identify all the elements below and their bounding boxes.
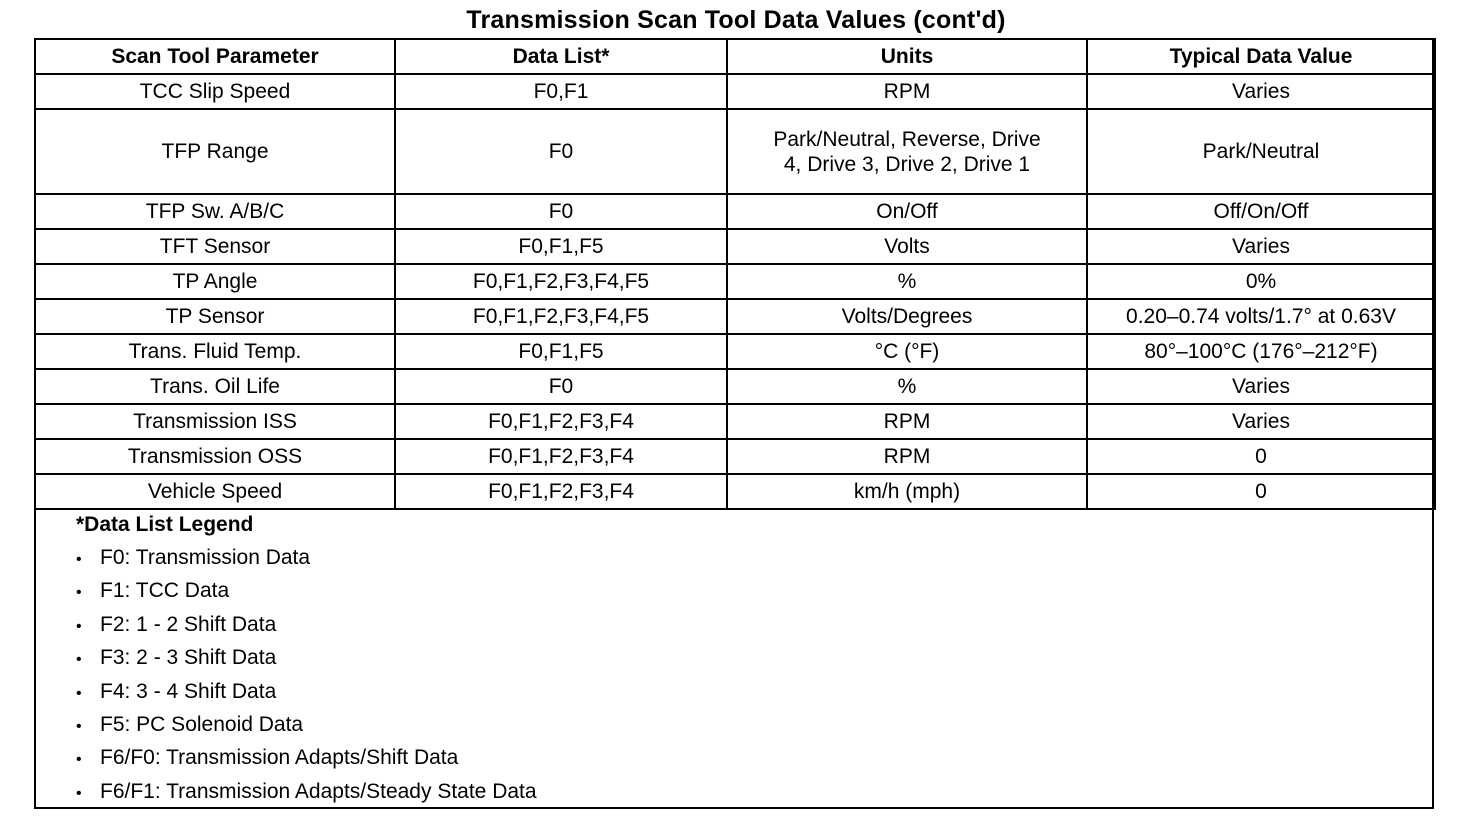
cell-data-list: F0 [395,109,727,194]
cell-typical-value: 0% [1087,264,1435,299]
cell-data-list: F0,F1,F5 [395,229,727,264]
bullet-icon: • [76,717,82,735]
bullet-icon: • [76,684,82,702]
cell-typical-value: Off/On/Off [1087,194,1435,229]
cell-typical-value: 80°–100°C (176°–212°F) [1087,334,1435,369]
legend-item [76,545,537,578]
legend-list [76,545,537,812]
page-title: Transmission Scan Tool Data Values (cont'd) [466,6,1006,34]
cell-data-list: F0,F1,F2,F3,F4,F5 [395,299,727,334]
cell-units: RPM [727,404,1087,439]
legend-item [76,612,537,645]
table-header-row [35,39,1435,74]
cell-units: Park/Neutral, Reverse, Drive 4, Drive 3, Drive 2, Drive 1 [727,109,1087,194]
cell-typical-value: Varies [1087,404,1435,439]
cell-data-list: F0,F1,F2,F3,F4,F5 [395,264,727,299]
bullet-icon: • [76,584,82,602]
table-row [35,229,1435,264]
bullet-icon: • [76,751,82,769]
bullet-icon: • [76,617,82,635]
legend-item-text: F1: TCC Data [100,579,230,603]
legend-item [76,745,537,778]
cell-typical-value: 0 [1087,474,1435,509]
scan-tool-data-table [34,38,1436,510]
cell-units: Volts [727,229,1087,264]
table-row [35,264,1435,299]
cell-data-list: F0,F1,F2,F3,F4 [395,404,727,439]
column-header-typical-value: Typical Data Value [1087,39,1435,74]
cell-units: % [727,264,1087,299]
cell-parameter: TFP Range [35,109,395,194]
cell-units: % [727,369,1087,404]
legend-item [76,712,537,745]
cell-parameter: Trans. Oil Life [35,369,395,404]
cell-parameter: TP Sensor [35,299,395,334]
cell-parameter: TCC Slip Speed [35,74,395,109]
cell-typical-value: Varies [1087,369,1435,404]
cell-units: RPM [727,439,1087,474]
legend-item-text: F0: Transmission Data [100,546,311,569]
cell-parameter: TFT Sensor [35,229,395,264]
data-list-legend [36,508,1432,807]
cell-typical-value: Varies [1087,229,1435,264]
legend-item-text: F6/F1: Transmission Adapts/Steady State Data [100,779,537,803]
cell-parameter: Transmission OSS [35,439,395,474]
cell-typical-value: 0 [1087,439,1435,474]
cell-typical-value: Park/Neutral [1087,109,1435,194]
cell-units: °C (°F) [727,334,1087,369]
table-row [35,299,1435,334]
table-row [35,109,1435,194]
cell-data-list: F0,F1,F5 [395,334,727,369]
legend-item-text: F3: 2 - 3 Shift Data [100,646,277,670]
bullet-icon: • [76,784,82,802]
column-header-parameter: Scan Tool Parameter [35,39,395,74]
cell-typical-value: 0.20–0.74 volts/1.7° at 0.63V [1087,299,1435,334]
cell-parameter: Trans. Fluid Temp. [35,334,395,369]
legend-item-text: F2: 1 - 2 Shift Data [100,612,277,636]
legend-item [76,645,537,678]
bullet-icon: • [76,651,82,669]
cell-parameter: TP Angle [35,264,395,299]
bullet-icon: • [76,551,82,568]
table-row [35,404,1435,439]
legend-item [76,779,537,812]
table-row [35,74,1435,109]
cell-data-list: F0 [395,194,727,229]
table-row [35,194,1435,229]
table-row [35,474,1435,509]
cell-parameter: TFP Sw. A/B/C [35,194,395,229]
legend-item [76,578,537,611]
table-row [35,369,1435,404]
legend-item-text: F4: 3 - 4 Shift Data [100,679,277,703]
cell-typical-value: Varies [1087,74,1435,109]
cell-units: km/h (mph) [727,474,1087,509]
cell-units: On/Off [727,194,1087,229]
cell-parameter: Transmission ISS [35,404,395,439]
cell-data-list: F0,F1,F2,F3,F4 [395,474,727,509]
cell-data-list: F0,F1,F2,F3,F4 [395,439,727,474]
cell-data-list: F0 [395,369,727,404]
legend-title: *Data List Legend [76,513,254,536]
legend-item-text: F5: PC Solenoid Data [100,712,304,736]
table-row [35,439,1435,474]
legend-item-text: F6/F0: Transmission Adapts/Shift Data [100,746,459,770]
column-header-data-list: Data List* [395,39,727,74]
cell-parameter: Vehicle Speed [35,474,395,509]
column-header-units: Units [727,39,1087,74]
legend-item [76,679,537,712]
table-row [35,334,1435,369]
cell-units: Volts/Degrees [727,299,1087,334]
cell-data-list: F0,F1 [395,74,727,109]
cell-units: RPM [727,74,1087,109]
